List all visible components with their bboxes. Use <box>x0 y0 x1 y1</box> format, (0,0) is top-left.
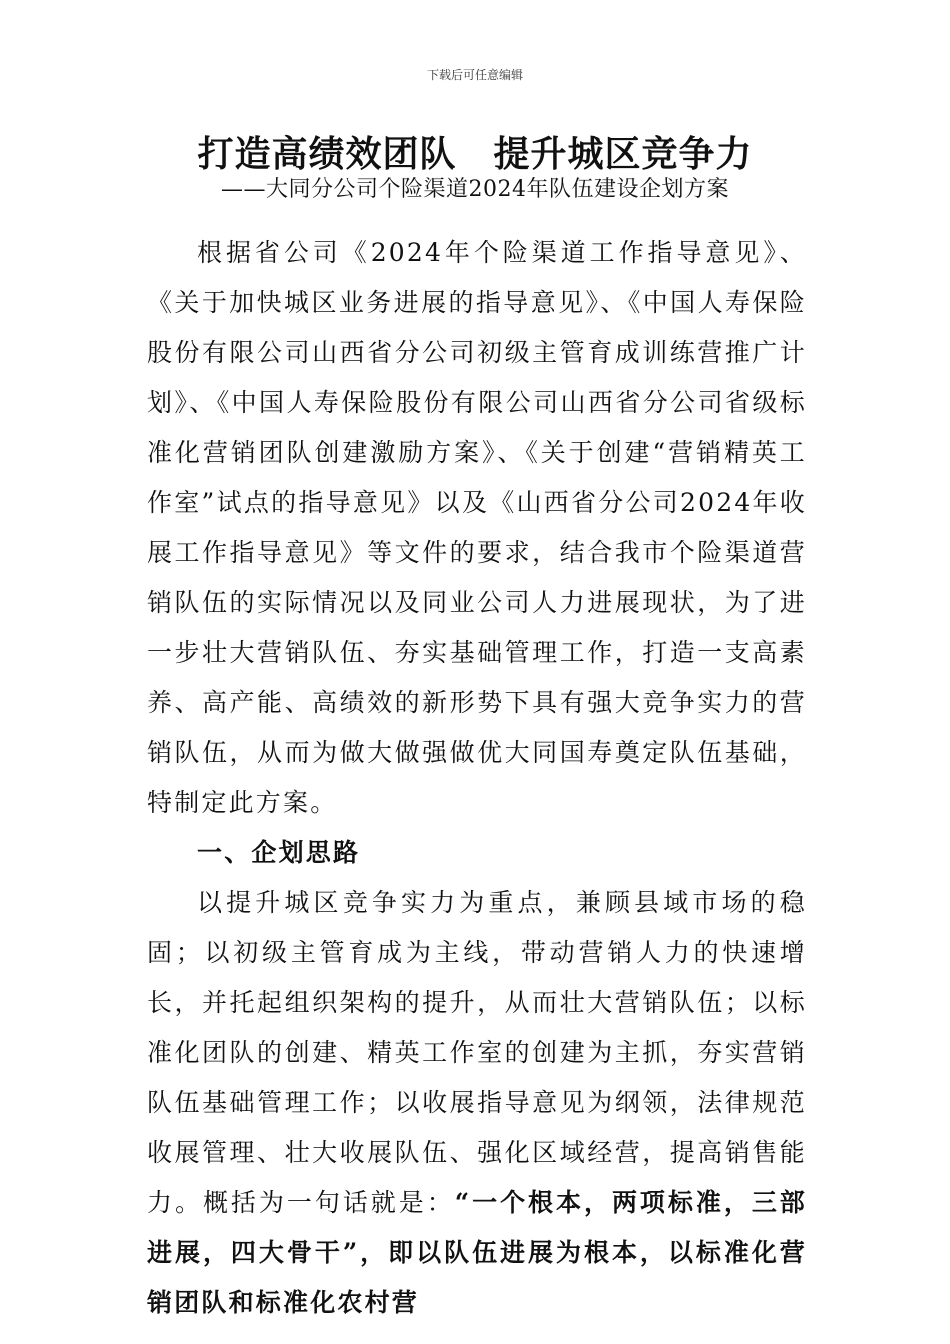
planning-paragraph-emphasis: “一个根本，两项标准，三部进展，四大骨干”，即以队伍进展为根本，以标准化营销团队和标准化农村营 <box>147 1188 808 1317</box>
document-subtitle: ——大同分公司个险渠道2024年队伍建设企划方案 <box>221 177 729 202</box>
section-heading-planning-ideas: 一、企划思路 <box>197 838 361 867</box>
planning-paragraph <box>147 878 807 1328</box>
intro-paragraph: 根据省公司《2024年个险渠道工作指导意见》、《关于加快城区业务进展的指导意见》、《中国人寿保险股份有限公司山西省分公司初级主管育成训练营推广计划》、《中国人寿保险股份有限公司山西省分公司省级标准化营销团队创建激励方案》、《关于创建“营销精英工作室”试点的指导意见》以及《山西省分公司2024年收展工作指导意见》等文件的要求，结合我市个险渠道营销队伍的实际情况以及同业公司人力进展现状，为了进一步壮大营销队伍、夯实基础管理工作，打造一支高素养、高产能、高绩效的新形势下具有强大竞争实力的营销队伍，从而为做大做强做优大同国寿奠定队伍基础，特制定此方案。 <box>147 238 807 817</box>
planning-paragraph-text: 以提升城区竞争实力为重点，兼顾县域市场的稳固；以初级主管育成为主线，带动营销人力的快速增长，并托起组织架构的提升，从而壮大营销队伍；以标准化团队的创建、精英工作室的创建为主抓，夯实营销队伍基础管理工作；以收展指导意见为纲领，法律规范收展管理、壮大收展队伍、强化区域经营，提高销售能力。概括为一句话就是： <box>147 888 807 1217</box>
header-note: 下载后可任意编辑 <box>426 68 523 82</box>
document-body <box>147 228 807 1328</box>
document-title: 打造高绩效团队 提升城区竞争力 <box>197 133 753 175</box>
